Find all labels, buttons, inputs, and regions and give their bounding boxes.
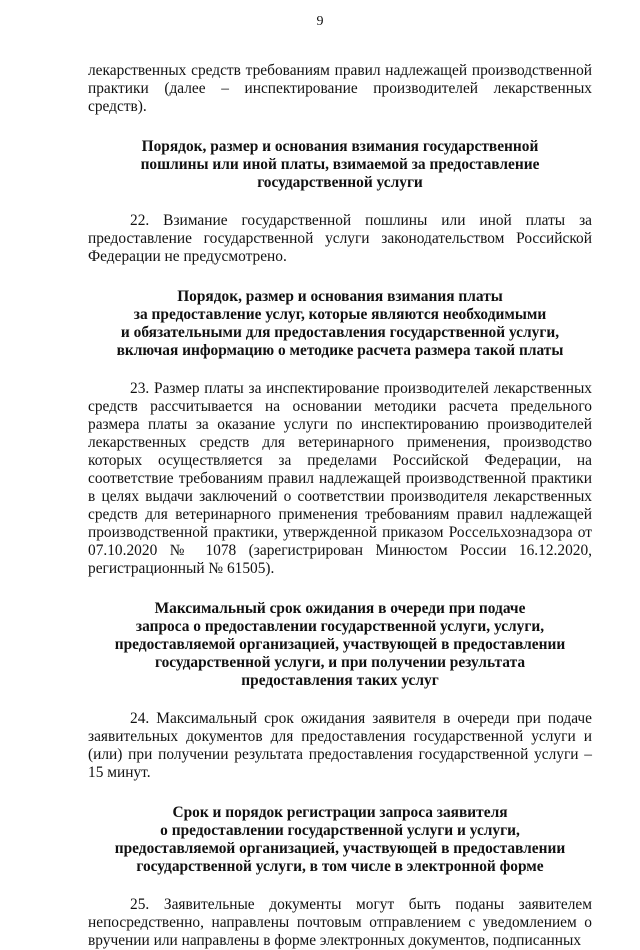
heading-line: за предоставление услуг, которые являются необходимыми	[133, 306, 547, 323]
document-body	[88, 62, 592, 950]
heading-line: и обязательными для предоставления государственной услуги,	[120, 324, 560, 341]
heading-registration	[88, 804, 592, 876]
paragraph-25: 25. Заявительные документы могут быть поданы заявителем непосредственно, направлены почтовым отправлением с уведомлением о вручении или направлены в форме электронных документов, подписанных	[88, 896, 592, 949]
heading-line: предоставления таких услуг	[241, 672, 439, 689]
paragraph-22: 22. Взимание государственной пошлины или иной платы за предоставление государственной услуги законодательством Российской Федерации не предусмотрено.	[88, 212, 592, 265]
heading-line: Порядок, размер и основания взимания государственной	[141, 138, 539, 155]
heading-line: предоставляемой организацией, участвующей в предоставлении	[114, 636, 566, 653]
heading-line: о предоставлении государственной услуги и услуги,	[160, 822, 520, 839]
heading-line: государственной услуги, и при получении результата	[154, 654, 526, 671]
heading-line: пошлины или иной платы, взимаемой за предоставление	[140, 156, 540, 173]
heading-line: Срок и порядок регистрации запроса заявителя	[172, 804, 508, 821]
paragraph-continuation: лекарственных средств требованиям правил надлежащей производственной практики (далее – инспектирование производителей лекарственных средств).	[88, 62, 592, 115]
page-number: 9	[316, 14, 324, 29]
heading-line: Порядок, размер и основания взимания платы	[177, 288, 503, 305]
heading-service-fee	[88, 288, 592, 360]
heading-line: государственной услуги, в том числе в электронной форме	[136, 858, 544, 875]
heading-line: запроса о предоставлении государственной услуги, услуги,	[135, 618, 545, 635]
heading-line: государственной услуги	[257, 174, 423, 191]
heading-queue-time	[88, 600, 592, 690]
heading-line: Максимальный срок ожидания в очереди при подаче	[154, 600, 526, 617]
heading-state-fee	[88, 138, 592, 192]
heading-line: предоставляемой организацией, участвующей в предоставлении	[114, 840, 566, 857]
paragraph-24: 24. Максимальный срок ожидания заявителя в очереди при подаче заявительных документов для предоставления государственной услуги и (или) при получении результата предоставления государственной услуги – 15 минут.	[88, 710, 592, 781]
heading-line: включая информацию о методике расчета размера такой платы	[116, 342, 564, 359]
paragraph-23: 23. Размер платы за инспектирование производителей лекарственных средств рассчитывается на основании методики расчета предельного размера платы за оказание услуги по инспектированию производителей лекарственных средств для ветеринарного применения, производство которых осуществляется за пределами Российской Федерации, на соответствие требованиям правил надлежащей производственной практики в целях выдачи заключений о соответствии производителя лекарственных средств для ветеринарного применения требованиям правил надлежащей производственной практики, утвержденной приказом Россельхознадзора от 07.10.2020 № 1078 (зарегистрирован Минюстом России 16.12.2020, регистрационный № 61505).	[88, 380, 592, 577]
